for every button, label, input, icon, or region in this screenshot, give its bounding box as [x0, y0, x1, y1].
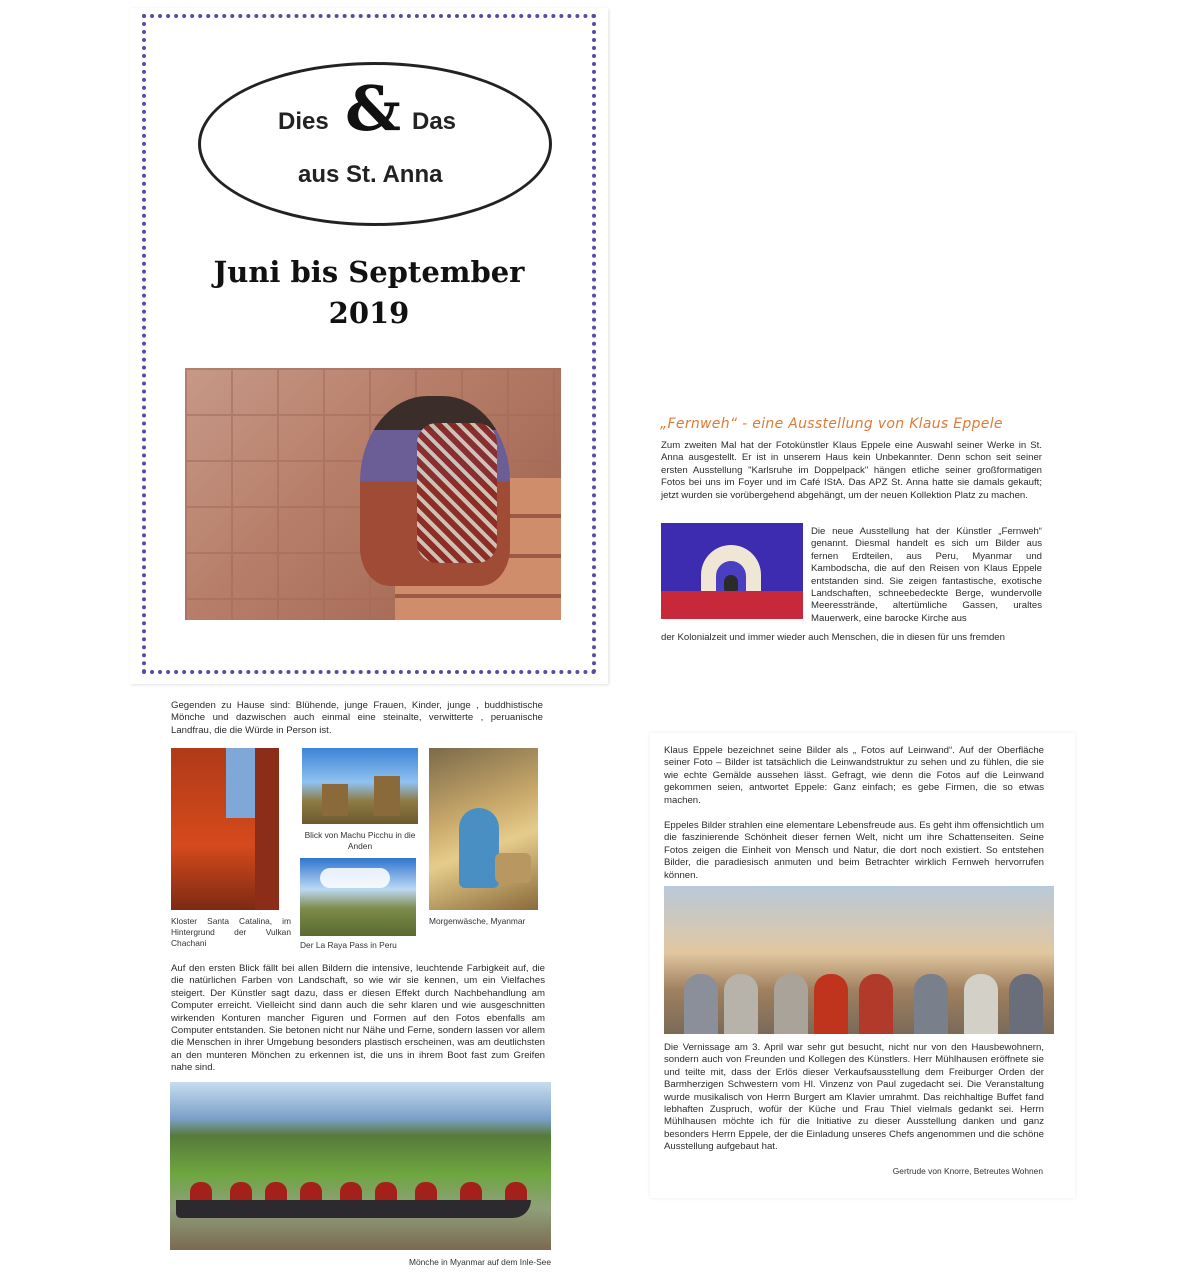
monks-boat-photo: [170, 1082, 551, 1250]
la-raya-photo: [300, 858, 416, 936]
cover-page: [130, 8, 608, 684]
article-para2: Die neue Ausstellung hat der Künstler „Fernweh“ genannt. Diesmal handelt es sich um Bilder aus fernen Erdteilen, aus Peru, Myanmar und Kambodscha, die auf den Reisen von Klaus Eppele entstanden sind. Sie zeigen fantastische, exotische Landschaften, schneebedeckte Berge, wundervolle Meeresstrände, altertümliche Gassen, uraltes Mauerwerk, eine barocke Kirche aus: [811, 526, 1042, 624]
bell-tower-photo: [661, 523, 803, 619]
logo-dies: Dies: [278, 108, 329, 135]
article-para6: Eppeles Bilder strahlen eine elementare Lebensfreude aus. Es geht ihm offensichtlich um die faszinierende Schönheit dieser fernen Welt, nicht um ihre Schattenseiten. Seine Fotos zeigen die Einheit von Mensch und Natur, die dort noch existiert. So entstehen Bilder, die paradiesisch anmuten und beim Betrachter wirklich Fernweh hervorrufen können.: [664, 820, 1044, 881]
author-signature: Gertrude von Knorre, Betreutes Wohnen: [892, 1166, 1043, 1176]
cover-title-year: 2019: [328, 296, 410, 330]
caption-morgenwaesche: Morgenwäsche, Myanmar: [429, 916, 526, 926]
article-para7: Die Vernissage am 3. April war sehr gut besucht, nicht nur von den Hausbewohnern, sondern auch von Freunden und Kollegen des Künstlers. Herr Mühlhausen eröffnete sie und teilte mit, dass der Erlös dieser Verkaufsausstellung dem Freiburger Orden der Barmherzigen Schwestern vom Hl. Vinzenz von Paul zugedacht sei. Die Veranstaltung wurde musikalisch von Herrn Burgert am Klavier umrahmt. Das reichhaltige Buffet fand lebhaften Zuspruch, wofür der Küche und Frau Thiel vielmals gedankt sei. Herrn Mühlhausen möchte ich für die Initiative zu dieser Ausstellung danken und ganz besonders Herrn Eppele, der die Einladung unseres Chefs angenommen und die schöne Ausstellung aufgebaut hat.: [664, 1042, 1044, 1153]
article-title: „Fernweh“ - eine Ausstellung von Klaus Eppele: [660, 416, 1003, 432]
santa-catalina-photo: [171, 748, 279, 910]
morgenwaesche-photo: [429, 748, 538, 910]
bell-icon: [724, 575, 738, 591]
article-para5: Klaus Eppele bezeichnet seine Bilder als „ Fotos auf Leinwand“. Auf der Oberfläche seiner Foto – Bilder ist tatsächlich die Leinwandstruktur zu sehen und zu fühlen, die sie wie echte Gemälde aussehen lässt. Gefragt, wie denn die Fotos auf die Leinwand gekommen seien, antwortet Eppele: Ganz einfach; es gebe Firmen, die so etwas machen.: [664, 745, 1044, 806]
article-para2-continued: der Kolonialzeit und immer wieder auch Menschen, die in diesen für uns fremden: [661, 632, 1005, 643]
logo-aus-st-anna: aus St. Anna: [298, 161, 443, 188]
cover-title-months: Juni bis September: [213, 255, 525, 289]
caption-santa-catalina: Kloster Santa Catalina, im Hintergrund der Vulkan Chachani: [171, 916, 291, 948]
caption-monks-boat: Mönche in Myanmar auf dem Inle-See: [409, 1257, 551, 1267]
cover-photo-woman: [185, 368, 561, 620]
article-para4: Auf den ersten Blick fällt bei allen Bildern die intensive, leuchtende Farbigkeit auf, die die natürlichen Farben von Landschaft, so wie wir sie kennen, um ein Vielfaches steigert. Der Künstler sagt dazu, dass er diesen Effekt durch Nachbehandlung am Computer erreicht. Vielleicht sind dann auch die sehr klaren und wie ausgeschnitten wirkenden Konturen mancher Figuren und Formen auf den Fotos ebenfalls am Computer entstanden. Sie betonen nicht nur Nähe und Ferne, sondern lassen vor allem die Menschen in ihrer Umgebung besonders plastisch erscheinen, was am deutlichsten an den munteren Mönchen zu erkennen ist, die uns in ihrem Boot fast zum Greifen nahe sind.: [171, 963, 545, 1074]
caption-machu-picchu: Blick von Machu Picchu in die Anden: [304, 830, 416, 851]
article-intro: Zum zweiten Mal hat der Fotokünstler Klaus Eppele eine Auswahl seiner Werke in St. Anna ausgestellt. Er ist in unserem Haus kein Unbekannter. Denn schon seit seiner ersten Ausstellung "Karlsruhe im Doppelpack" hängen etliche seiner großformatigen Fotos bei uns im Foyer und im Café IStA. Das APZ St. Anna hatte sie damals gekauft; jetzt wurden sie vorübergehend abgehängt, um der neuen Kollektion Platz zu machen.: [661, 440, 1042, 501]
caption-la-raya: Der La Raya Pass in Peru: [300, 940, 397, 950]
article-para3: Gegenden zu Hause sind: Blühende, junge Frauen, Kinder, junge , buddhistische Mönche und dazwischen auch einmal eine steinalte, verwitterte , peruanische Landfrau, die die Würde in Person ist.: [171, 700, 543, 736]
cover-title: [150, 252, 588, 334]
logo-ampersand: &: [345, 72, 401, 145]
logo-das: Das: [412, 108, 457, 135]
vernissage-photo: [664, 886, 1054, 1034]
machu-picchu-photo: [302, 748, 418, 824]
